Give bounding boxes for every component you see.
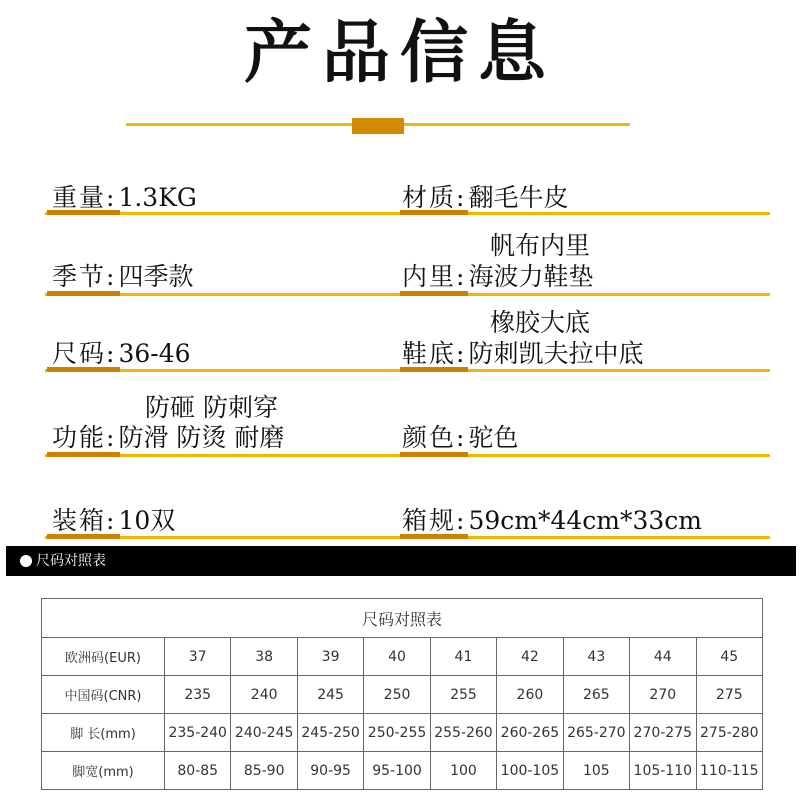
table-cell: 270 <box>630 676 696 714</box>
spec-label: 颜色 <box>402 423 457 452</box>
spec-value: 防刺凯夫拉中底 <box>468 339 644 368</box>
table-cell: 38 <box>231 638 297 676</box>
section-bar-title: 尺码对照表 <box>36 553 106 569</box>
spec-separator: : <box>456 262 465 291</box>
spec-color <box>402 422 518 453</box>
spec-value: 36-46 <box>118 339 191 368</box>
spec-carton-size <box>402 505 702 536</box>
spec-separator: : <box>106 339 115 368</box>
spec-value: 10双 <box>118 506 176 535</box>
table-cell: 235 <box>165 676 231 714</box>
table-cell: 260 <box>497 676 563 714</box>
spec-separator: : <box>106 262 115 291</box>
table-cell: 235-240 <box>165 714 231 752</box>
spec-label: 内里 <box>402 262 457 291</box>
spec-separator: : <box>106 423 115 452</box>
spec-separator: : <box>456 423 465 452</box>
spec-value: 翻毛牛皮 <box>468 183 569 212</box>
table-row <box>42 676 763 714</box>
spec-value: 1.3KG <box>118 183 197 212</box>
row-header: 欧洲码(EUR) <box>42 638 165 676</box>
spec-size <box>52 338 191 369</box>
table-cell: 255-260 <box>430 714 496 752</box>
table-cell: 265-270 <box>563 714 629 752</box>
spec-label: 箱规 <box>402 506 457 535</box>
spec-value: 四季款 <box>118 262 194 291</box>
table-cell: 44 <box>630 638 696 676</box>
table-row <box>42 638 763 676</box>
spec-lining-line1 <box>490 230 590 261</box>
spec-sole-line1 <box>490 307 590 338</box>
spec-function <box>52 422 284 453</box>
row-header: 中国码(CNR) <box>42 676 165 714</box>
table-cell: 110-115 <box>696 752 763 790</box>
spec-packing <box>52 505 175 536</box>
spec-value: 防滑 防烫 耐磨 <box>118 423 285 452</box>
table-cell: 245 <box>297 676 363 714</box>
spec-label: 装箱 <box>52 506 107 535</box>
spec-separator: : <box>456 506 465 535</box>
spec-lining <box>402 261 593 292</box>
size-chart-table <box>41 598 763 790</box>
spec-value: 防砸 防刺穿 <box>145 393 278 422</box>
table-cell: 37 <box>165 638 231 676</box>
table-cell: 240-245 <box>231 714 297 752</box>
spec-label: 尺码 <box>52 339 107 368</box>
size-chart-section-bar <box>6 546 796 576</box>
spec-separator: : <box>106 506 115 535</box>
spec-function-line1 <box>145 392 278 423</box>
spec-material <box>402 182 568 213</box>
spec-label: 重量 <box>52 183 107 212</box>
table-cell: 255 <box>430 676 496 714</box>
table-cell: 275 <box>696 676 763 714</box>
bullet-icon <box>20 555 32 567</box>
title-accent-block <box>352 118 404 134</box>
table-cell: 85-90 <box>231 752 297 790</box>
spec-season <box>52 261 193 292</box>
table-cell: 90-95 <box>297 752 363 790</box>
table-cell: 265 <box>563 676 629 714</box>
table-cell: 43 <box>563 638 629 676</box>
spec-label: 功能 <box>52 423 107 452</box>
spec-label: 季节 <box>52 262 107 291</box>
spec-weight <box>52 182 197 213</box>
spec-label: 材质 <box>402 183 457 212</box>
table-cell: 41 <box>430 638 496 676</box>
table-row <box>42 752 763 790</box>
spec-separator: : <box>106 183 115 212</box>
table-cell: 260-265 <box>497 714 563 752</box>
spec-value: 帆布内里 <box>490 231 591 260</box>
table-cell: 275-280 <box>696 714 763 752</box>
table-cell: 40 <box>364 638 430 676</box>
table-cell: 245-250 <box>297 714 363 752</box>
table-cell: 250-255 <box>364 714 430 752</box>
spec-value: 橡胶大底 <box>490 308 591 337</box>
spec-sole <box>402 338 643 369</box>
table-cell: 270-275 <box>630 714 696 752</box>
spec-separator: : <box>456 183 465 212</box>
table-cell: 100 <box>430 752 496 790</box>
spec-separator: : <box>456 339 465 368</box>
spec-value: 驼色 <box>468 423 519 452</box>
table-caption-row <box>42 599 763 638</box>
table-cell: 100-105 <box>497 752 563 790</box>
table-cell: 39 <box>297 638 363 676</box>
row-header: 脚宽(mm) <box>42 752 165 790</box>
table-caption: 尺码对照表 <box>42 599 763 638</box>
table-cell: 45 <box>696 638 763 676</box>
spec-value: 59cm*44cm*33cm <box>468 506 703 535</box>
page-title: 产品信息 <box>243 13 556 93</box>
spec-value: 海波力鞋垫 <box>468 262 594 291</box>
spec-label: 鞋底 <box>402 339 457 368</box>
row-header: 脚 长(mm) <box>42 714 165 752</box>
table-cell: 95-100 <box>364 752 430 790</box>
table-cell: 42 <box>497 638 563 676</box>
table-cell: 105-110 <box>630 752 696 790</box>
table-row <box>42 714 763 752</box>
table-cell: 80-85 <box>165 752 231 790</box>
table-cell: 105 <box>563 752 629 790</box>
table-cell: 240 <box>231 676 297 714</box>
table-cell: 250 <box>364 676 430 714</box>
